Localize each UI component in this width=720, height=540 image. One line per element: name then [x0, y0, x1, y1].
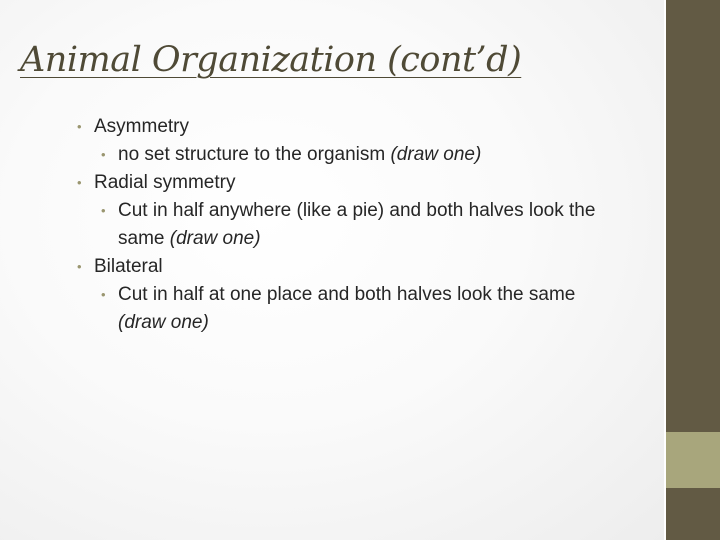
sidebar-accent-dark-bottom	[666, 488, 720, 540]
sub-bullet-asymmetry	[74, 141, 614, 169]
bullet-item-asymmetry	[74, 113, 614, 141]
bullet-dot-icon: •	[101, 287, 106, 302]
sub-bullet-note: (draw one)	[118, 312, 209, 333]
bullet-label: Asymmetry	[94, 116, 189, 137]
bullet-label: Bilateral	[94, 256, 163, 277]
bullet-dot-icon: •	[101, 147, 106, 162]
bullet-dot-icon: •	[101, 203, 106, 218]
sub-bullet-text: Cut in half anywhere (like a pie) and both halves look the same	[118, 200, 596, 249]
bullet-dot-icon: •	[77, 175, 82, 190]
bullet-dot-icon: •	[77, 119, 82, 134]
sub-bullet-radial-symmetry	[74, 197, 614, 253]
bullet-item-radial-symmetry	[74, 169, 614, 197]
sub-bullet-note: (draw one)	[390, 144, 482, 165]
bullet-label: Radial symmetry	[94, 172, 236, 193]
sub-bullet-note: (draw one)	[169, 228, 261, 249]
sub-bullet-bilateral	[74, 281, 614, 337]
bullet-list	[74, 113, 614, 337]
slide-title: Animal Organization (cont’d)	[20, 40, 522, 80]
sidebar-accent-dark-top	[666, 0, 720, 432]
sidebar-accent-light	[666, 432, 720, 488]
bullet-dot-icon: •	[77, 259, 82, 274]
sub-bullet-text: Cut in half at one place and both halves look the same	[118, 284, 576, 305]
sub-bullet-text: no set structure to the organism	[118, 144, 386, 165]
bullet-item-bilateral	[74, 253, 614, 281]
